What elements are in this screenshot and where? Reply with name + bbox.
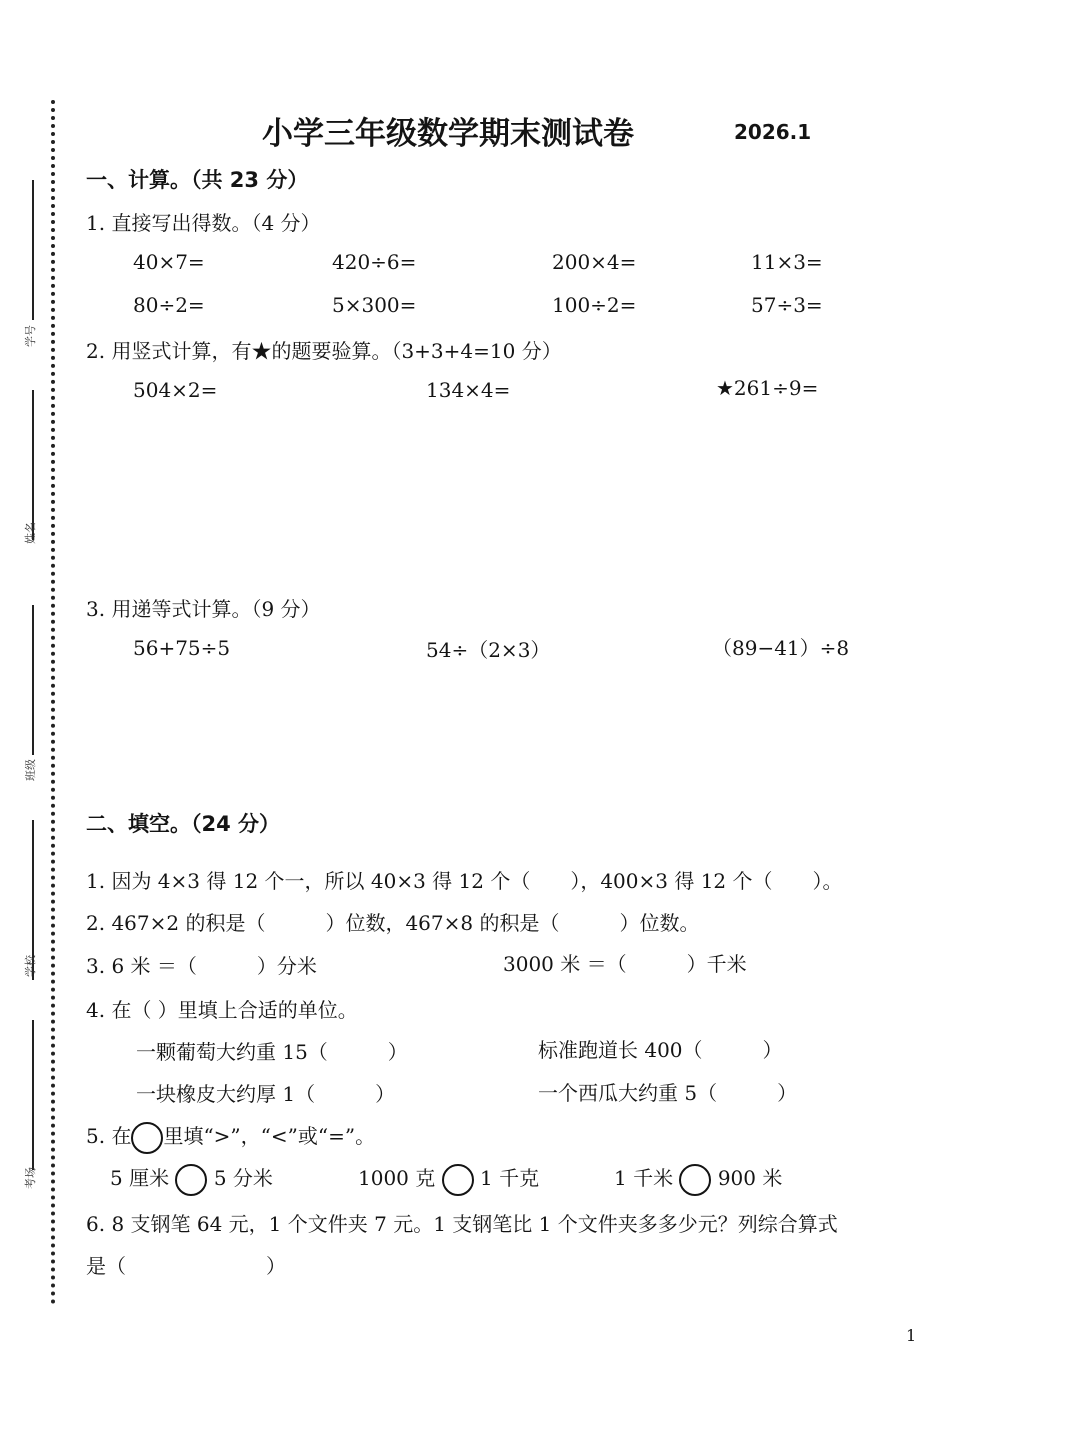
question-prompt: 4. 在（ ）里填上合适的单位。 [86, 998, 358, 1022]
binding-label: 姓名 [24, 522, 37, 544]
exercise: 54÷（2×3） [426, 638, 551, 662]
word-problem-line: 6. 8 支钢笔 64 元，1 个文件夹 7 元。1 支钢笔比 1 个文件夹多多少元？列综合算式 [86, 1212, 838, 1236]
compare-prompt-before: 5. 在 [86, 1124, 132, 1148]
exercise: 504×2= [133, 378, 218, 402]
exam-date: 2026.1 [734, 120, 812, 144]
compare-right: 900 米 [717, 1166, 783, 1190]
exercise: 56+75÷5 [133, 636, 231, 660]
comparison-circle[interactable] [679, 1164, 711, 1196]
exercise: 134×4= [426, 378, 511, 402]
compare-item [614, 1160, 782, 1196]
binding-label: 考场 [24, 1167, 37, 1189]
unit-item: 标准跑道长 400（ ） [538, 1038, 783, 1062]
exercise: 40×7= [133, 250, 205, 274]
binding-line [32, 605, 34, 755]
exercise: （89−41）÷8 [712, 636, 850, 660]
compare-item [358, 1160, 539, 1196]
compare-left: 5 厘米 [110, 1166, 170, 1190]
exercise: 5×300= [332, 293, 417, 317]
compare-prompt [86, 1118, 375, 1154]
fill-question: 3000 米 ＝（ ）千米 [503, 952, 747, 976]
binding-line [32, 390, 34, 540]
exercise: 80÷2= [133, 293, 205, 317]
compare-left: 1 千米 [614, 1166, 674, 1190]
section-heading-calculation: 一、计算。（共 23 分） [86, 168, 309, 192]
fill-question: 2. 467×2 的积是（ ）位数，467×8 的积是（ ）位数。 [86, 911, 700, 935]
fill-question: 3. 6 米 ＝（ ）分米 [86, 954, 317, 978]
word-problem-answer: 是（ ） [86, 1254, 286, 1278]
compare-left: 1000 克 [358, 1166, 436, 1190]
exercise: ★261÷9= [716, 376, 819, 400]
compare-right: 1 千克 [479, 1166, 540, 1190]
binding-line [32, 180, 34, 320]
compare-right: 5 分米 [213, 1166, 273, 1190]
comparison-circle[interactable] [442, 1164, 474, 1196]
compare-prompt-after: 里填“>”，“<”或“=”。 [163, 1124, 376, 1148]
section-heading-fill-in: 二、填空。（24 分） [86, 812, 281, 836]
exercise: 200×4= [552, 250, 637, 274]
exercise: 420÷6= [332, 250, 417, 274]
compare-item [110, 1160, 273, 1196]
question-prompt: 2. 用竖式计算，有★的题要验算。（3+3+4=10 分） [86, 339, 562, 363]
unit-item: 一颗葡萄大约重 15（ ） [136, 1040, 408, 1064]
binding-label: 学号 [24, 325, 37, 347]
exercise: 11×3= [751, 250, 823, 274]
exercise: 100÷2= [552, 293, 637, 317]
binding-label: 学校 [24, 955, 37, 977]
page-number: 1 [906, 1326, 917, 1345]
binding-line [32, 1020, 34, 1170]
binding-label: 班级 [24, 759, 37, 781]
page-title: 小学三年级数学期末测试卷 [262, 116, 634, 152]
circle-blank-icon [131, 1122, 163, 1154]
fill-question: 1. 因为 4×3 得 12 个一，所以 40×3 得 12 个（ ），400×3 得 12 个（ ）。 [86, 869, 843, 893]
binding-dotted-line [51, 100, 55, 1305]
unit-item: 一块橡皮大约厚 1（ ） [136, 1082, 396, 1106]
question-prompt: 3. 用递等式计算。（9 分） [86, 597, 321, 621]
unit-item: 一个西瓜大约重 5（ ） [538, 1081, 798, 1105]
comparison-circle[interactable] [175, 1164, 207, 1196]
exercise: 57÷3= [751, 293, 823, 317]
question-prompt: 1. 直接写出得数。（4 分） [86, 211, 321, 235]
